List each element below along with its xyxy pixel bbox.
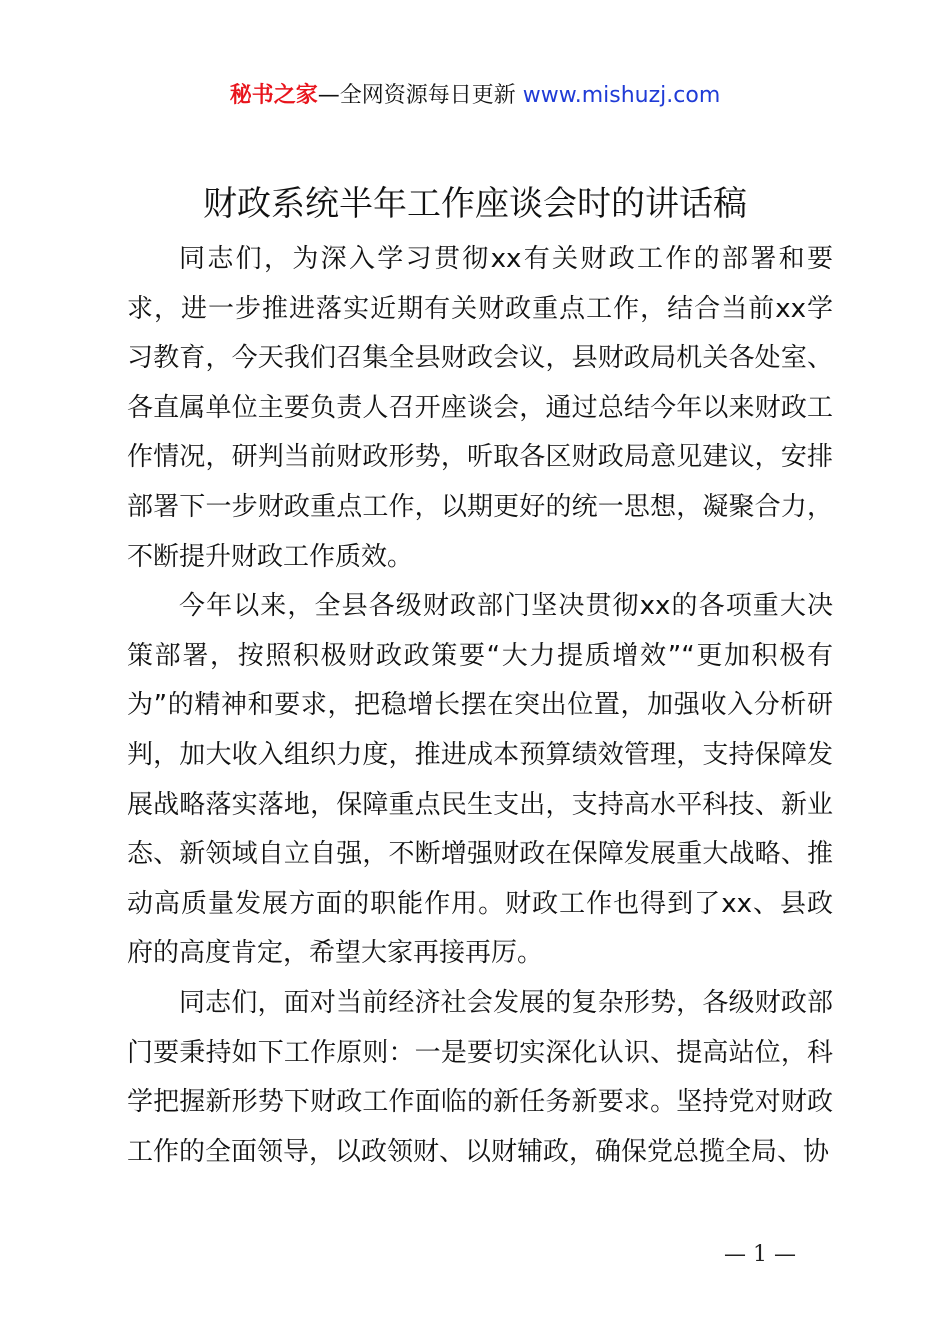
site-url-link[interactable]: www.mishuzj.com [522,83,721,108]
document-title: 财政系统半年工作座谈会时的讲话稿 [203,184,747,224]
body-paragraph: 同志们，为深入学习贯彻xx有关财政工作的部署和要求，进一步推进落实近期有关财政重点工作，结合当前xx学习教育，今天我们召集全县财政会议，县财政局机关各处室、各直属单位主要负责人召开座谈会，通过总结今年以来财政工作情况，研判当前财政形势，听取各区财政局意见建议，安排部署下一步财政重点工作，以期更好的统一思想，凝聚合力，不断提升财政工作质效。 [127,244,833,572]
document-body [127,235,833,1177]
body-paragraph: 今年以来，全县各级财政部门坚决贯彻xx的各项重大决策部署，按照积极财政政策要“大力提质增效”“更加积极有为”的精神和要求，把稳增长摆在突出位置，加强收入分析研判，加大收入组织力度，推进成本预算绩效管理，支持保障发展战略落实落地，保障重点民生支出，支持高水平科技、新业态、新领域自立自强，不断增强财政在保障发展重大战略、推动高质量发展方面的职能作用。财政工作也得到了xx、县政府的高度肯定，希望大家再接再厉。 [127,591,833,969]
body-paragraph: 同志们，面对当前经济社会发展的复杂形势，各级财政部门要秉持如下工作原则：一是要切实深化认识、提高站位，科学把握新形势下财政工作面临的新任务新要求。坚持党对财政工作的全面领导，以政领财、以财辅政，确保党总揽全局、协 [127,987,833,1167]
site-tagline: —全网资源每日更新 [317,83,523,108]
site-name: 秘书之家 [229,83,318,108]
page-number: — 1 — [724,1242,796,1267]
site-header [0,80,950,112]
